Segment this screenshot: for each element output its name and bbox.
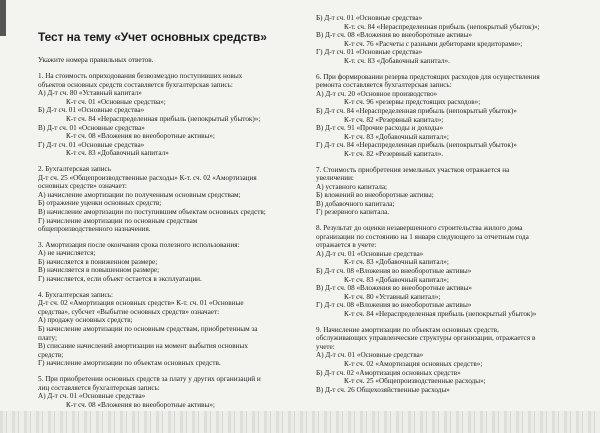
answer-line: В) Д-т сч. 08 «Вложения во внеоборотные активы» xyxy=(316,284,473,293)
answer-line: К-т сч. 02 «Амортизация основных средств»; xyxy=(344,359,483,368)
question-text: объектов основных средств составляется бухгалтерская запись: xyxy=(38,80,233,89)
answer-line: Г) начисляется, если объект остается в эксплуатации. xyxy=(38,275,202,284)
answer-line: А) Д-т сч. 01 «Основные средства» xyxy=(38,392,146,401)
answer-line: Г) Д-т сч. 08 «Вложения во внеоборотные активы» xyxy=(316,301,472,310)
question-text: основных средств» означает: xyxy=(38,182,127,191)
answer-line: Г) Д-т сч. 01 «Основные средства» xyxy=(38,140,145,149)
answer-line: К-т сч. 25 «Общепроизводственные расходы»; xyxy=(344,377,486,386)
question-text: средства», субсчет «Выбытие основных средств» означает: xyxy=(38,307,220,316)
answer-line: В) Д-т сч. 26 Общехозяйственные расходы» xyxy=(316,385,450,394)
answer-line: К-т сч. 80 «Уставный капитал»; xyxy=(344,292,441,301)
answer-line: Б) Д-т сч. 01 «Основные средства» xyxy=(38,106,145,115)
question-block xyxy=(38,375,300,409)
answer-line: К-т. сч. 83 «Добавочный капитал». xyxy=(344,56,450,65)
answer-line: А) Д-т сч. 20 «Основное производство» xyxy=(316,89,438,98)
question-text: 4. Бухгалтерская запись: xyxy=(38,290,113,299)
question-text: 5. При приобретении основных средств за плату у других организаций и xyxy=(38,375,261,383)
question-text: организации по состоянию на 1 января следующего за отчетным года xyxy=(316,232,529,241)
answer-line: К-т сч. 82 «Резервный капитал»; xyxy=(344,115,444,124)
answer-line: Б) вложений во внеоборотные активы; xyxy=(316,191,434,200)
question-block xyxy=(38,72,300,158)
answer-line: К-т сч. 83 «Добавочный капитал»; xyxy=(344,258,449,267)
answer-line: А) Д-т сч. 01 «Основные средства» xyxy=(316,351,424,360)
answer-line: К-т сч. 08 «Вложения во внеоборотные активы»; xyxy=(66,132,215,141)
question-text: 1. На стоимость оприходования безвозмездно поступивших новых xyxy=(38,72,243,80)
answer-line: плату; xyxy=(38,333,57,342)
answer-line: В) начисление амортизации по поступившим объектам основных средств; xyxy=(38,207,266,216)
answer-line: Г) начисление амортизации по основным средствам xyxy=(38,216,198,225)
question-text: 6. При формировании резерва предстоящих расходов для осуществления xyxy=(316,72,540,81)
answer-line: В) добавочного капитала; xyxy=(316,199,395,208)
question-text: лиц составляется бухгалтерская запись: xyxy=(38,383,160,392)
answer-line: К-т сч. 82 «Резервный капитал». xyxy=(344,149,444,158)
answer-line: В) Д-т сч. 08 «Вложения во внеоборотные активы» xyxy=(316,31,473,40)
right-column xyxy=(316,14,590,401)
answer-line: К-т. сч. 84 «Нераспределенная прибыль (непокрытый убыток)»; xyxy=(344,22,540,31)
answer-line: А) Д-т сч. 80 «Уставный капитал» xyxy=(38,89,142,98)
answer-line: К-т сч. 76 «Расчеты с разными дебиторами кредиторами»; xyxy=(344,39,523,48)
question-text: обслуживающих управленческие структуры организации, отражается в xyxy=(316,334,536,343)
page-title: Тест на тему «Учет основных средств» xyxy=(38,30,267,44)
question-text: учете: xyxy=(316,342,335,351)
answer-line: К-т сч. 84 «Нераспределенная прибыль (непокрытый убыток)» xyxy=(344,310,537,318)
answer-line: Б) Д-т сч. 08 «Вложения во внеоборотные активы» xyxy=(316,267,472,276)
answer-line: К-т сч. 83 «Добавочный капитал»; xyxy=(344,275,449,284)
answer-line: К-т сч. 83 «Добавочный капитал»; xyxy=(344,132,449,141)
scan-noise-strip xyxy=(0,411,600,433)
answer-line: К-т сч. 96 «резервы предстоящих расходов»; xyxy=(344,98,481,107)
question-5-continuation xyxy=(316,14,590,66)
question-text: Д-т сч. 02 «Амортизация основных средств» К-т. сч. 01 «Основные xyxy=(38,299,244,308)
answer-line: Б) Д-т сч. 84 «Нераспределенная прибыль (непокрытый убыток)» xyxy=(316,106,517,115)
answer-line: А) продажу основных средств; xyxy=(38,316,133,325)
question-text: 2. Бухгалтерская запись xyxy=(38,164,111,173)
answer-line: К-т сч. 83 «Добавочный капитал» xyxy=(66,149,169,158)
answer-line: В) Д-т сч. 01 «Основные средства» xyxy=(38,123,145,132)
answer-line: А) начисление амортизации по полученным основным средствам; xyxy=(38,190,241,199)
answer-line: Б) начисление амортизации по основным средствам, приобретенным за xyxy=(38,325,258,334)
right-question-list xyxy=(316,73,590,395)
instructions: Укажите номера правильных ответов. xyxy=(38,56,154,64)
answer-line: Б) отражение уценки основных средств; xyxy=(38,199,162,208)
question-text: увеличении: xyxy=(316,174,354,183)
answer-line: Г) Д-т сч. 84 «Нераспределенная прибыль (непокрытый убыток)» xyxy=(316,141,517,150)
answer-line: Г) резервного капитала. xyxy=(316,208,390,217)
question-block xyxy=(38,291,300,368)
question-text: 8. Результат до оценки незавершенного строительства жилого дома xyxy=(316,224,523,233)
answer-line: К-т сч. 08 «Вложения во внеоборотные активы»; xyxy=(66,400,215,409)
answer-line: Г) начисление амортизации по объектам основных средств. xyxy=(38,359,221,368)
question-block xyxy=(316,224,590,319)
question-text: 3. Амортизация после окончания срока полезного использования: xyxy=(38,240,240,249)
question-text: 9. Начисление амортизации по объектам основных средств, xyxy=(316,325,499,334)
answer-line: В) списание начислений амортизации на момент выбытия основных xyxy=(38,342,248,351)
question-block xyxy=(316,326,590,395)
answer-line: В) Д-т сч. 91 «Прочие расходы и доходы» xyxy=(316,124,444,133)
answer-line: Б) Д-т сч. 01 «Основные средства» xyxy=(316,14,423,22)
answer-line: А) не начисляется; xyxy=(38,249,96,258)
question-text: Д-т сч. 25 «Общепроизводственные расходы» К-т. сч. 02 «Амортизация xyxy=(38,173,257,182)
answer-line: В) начисляется в повышенном размере; xyxy=(38,266,160,275)
answer-line: Г) Д-т сч. 01 «Основные средства» xyxy=(316,48,423,57)
answer-line: Б) Д-т сч. 02 «Амортизация основных средств» xyxy=(316,368,461,377)
answer-line: Б) начисляется в пониженном размере; xyxy=(38,257,158,266)
question-text: 7. Стоимость приобретения земельных участков отражается на xyxy=(316,165,510,174)
answer-line: средств; xyxy=(38,350,64,359)
question-block xyxy=(316,73,590,159)
question-block xyxy=(316,166,590,218)
answer-line: общепроизводственного назначения. xyxy=(38,225,151,234)
answer-line: А) Д-т сч. 01 «Основные средства» xyxy=(316,249,424,258)
question-text: ремонта составляется бухгалтерская запись: xyxy=(316,81,452,90)
question-text: отражается в учете: xyxy=(316,241,377,250)
answer-line: А) уставного капитала; xyxy=(316,182,388,191)
answer-line: К-т сч. 84 «Нераспределенная прибыль (непокрытый убыток)»; xyxy=(66,114,261,123)
left-question-list xyxy=(38,72,300,409)
question-block xyxy=(38,165,300,234)
question-block xyxy=(38,241,300,284)
answer-line: К-т сч. 01 «Основные средства»; xyxy=(66,97,166,106)
left-column xyxy=(38,30,300,416)
